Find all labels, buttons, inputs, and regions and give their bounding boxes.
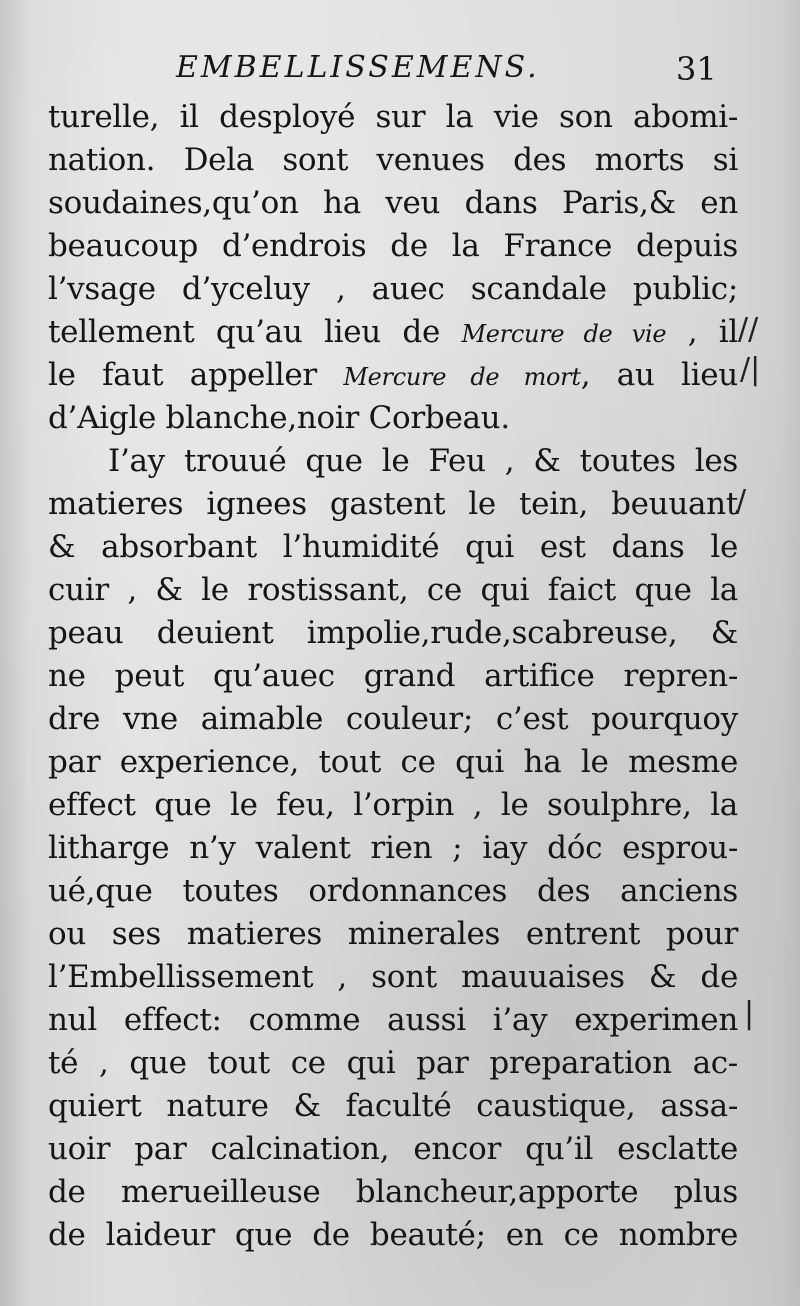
text-line: uoir par calcination, encor qu’il esclatte xyxy=(48,1131,738,1167)
text-line: par experience, tout ce qui ha le mesme xyxy=(48,744,738,780)
page-number: 31 xyxy=(676,50,717,88)
text-line xyxy=(48,311,738,354)
running-title: EMBELLISSEMENS. xyxy=(176,50,540,85)
text-line: ou ses matieres minerales entrent pour xyxy=(48,916,738,952)
running-head xyxy=(0,50,800,94)
text-line: & absorbant l’humidité qui est dans le xyxy=(48,529,738,565)
text-run: , il xyxy=(666,314,738,350)
italic-term: Mercure de mort xyxy=(343,363,581,391)
text-line: litharge n’y valent rien ; iay dóc esprou- xyxy=(48,830,738,866)
text-line: dre vne aimable couleur; c’est pourquoy xyxy=(48,701,738,737)
text-line: de merueilleuse blancheur,apporte plus xyxy=(48,1174,738,1210)
text-line: nul effect: comme aussi i’ay experimen xyxy=(48,1002,738,1038)
text-line: turelle, il desployé sur la vie son abomi- xyxy=(48,99,738,135)
body-text xyxy=(48,96,738,1257)
text-line: d’Aigle blanche,noir Corbeau. xyxy=(48,400,510,436)
text-line: l’Embellissement , sont mauuaises & de xyxy=(48,959,738,995)
margin-annotation: / xyxy=(736,484,747,519)
text-line: té , que tout ce qui par preparation ac- xyxy=(48,1045,738,1081)
text-line: l’vsage d’yceluy , auec scandale public; xyxy=(48,271,738,307)
text-line: cuir , & le rostissant, ce qui faict que la xyxy=(48,572,738,608)
text-line: beaucoup d’endrois de la France depuis xyxy=(48,228,738,264)
text-line: matieres ignees gastent le tein, beuuant xyxy=(48,486,738,522)
text-line: nation. Dela sont venues des morts si xyxy=(48,142,738,178)
text-line: ne peut qu’auec grand artifice repren- xyxy=(48,658,738,694)
margin-annotation: /| xyxy=(740,352,761,387)
text-line: quiert nature & faculté caustique, assa- xyxy=(48,1088,738,1124)
margin-annotation: // xyxy=(738,312,759,347)
text-line: soudaines,qu’on ha veu dans Paris,& en xyxy=(48,185,738,221)
text-run: tellement qu’au lieu de xyxy=(48,314,462,350)
text-line: peau deuient impolie,rude,scabreuse, & xyxy=(48,615,738,651)
text-line: effect que le feu, l’orpin , le soulphre, la xyxy=(48,787,738,823)
text-line: ué,que toutes ordonnances des anciens xyxy=(48,873,738,909)
text-line-paragraph-start: I’ay trouué que le Feu , & toutes les xyxy=(108,443,738,479)
margin-annotation: | xyxy=(744,996,755,1031)
text-line: de laideur que de beauté; en ce nombre xyxy=(48,1217,738,1253)
text-line xyxy=(48,354,738,397)
text-run: le faut appeller xyxy=(48,357,344,393)
text-run: , au lieu xyxy=(580,357,738,393)
italic-term: Mercure de vie xyxy=(461,320,667,348)
